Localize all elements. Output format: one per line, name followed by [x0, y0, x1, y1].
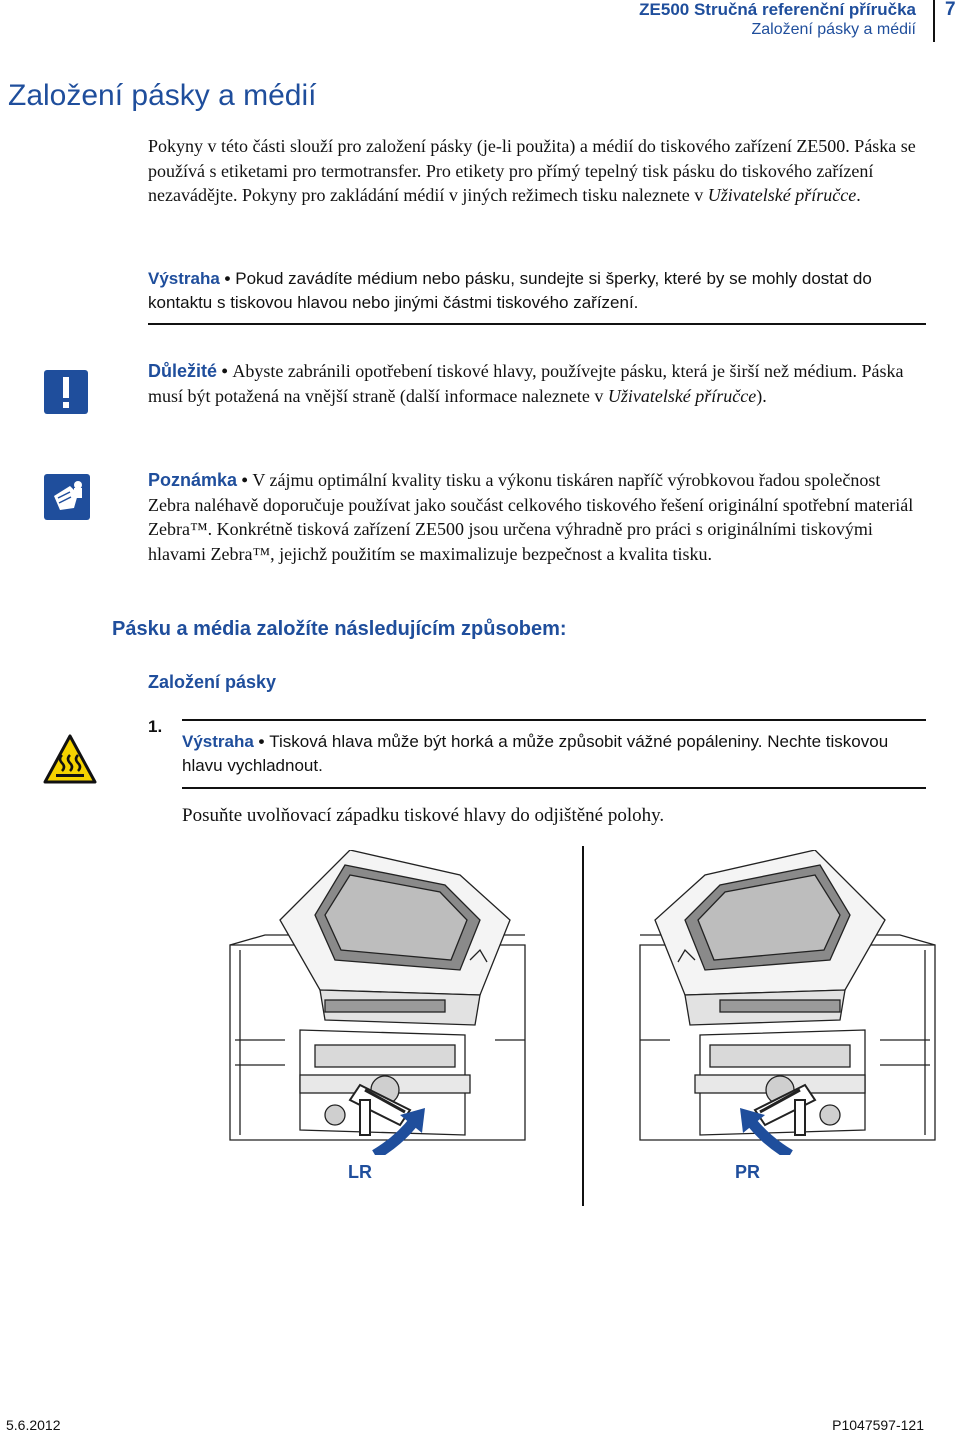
intro-text: Pokyny v této části slouží pro založení pásky (je-li použita) a médií do tiskového zařízení ZE500. Páska se používá s etiketami pro termotransfer. Pro etikety pro přímý tepelný tisk pásku do tiskového zařízení nezavádějte. Pokyny pro zakládání médií v jiných režimech tisku naleznete v [148, 136, 916, 205]
note-hand-icon [44, 474, 90, 520]
footer-document-code: P1047597-121 [832, 1417, 924, 1433]
warning-bullet: • [219, 269, 236, 288]
exclamation-icon [44, 370, 88, 414]
page-number: 7 [945, 0, 956, 20]
step-warning-bullet: • [253, 732, 270, 751]
note-bullet: • [237, 470, 253, 490]
important-paragraph [148, 359, 926, 408]
note-paragraph [148, 468, 926, 566]
warning-rule [148, 323, 926, 325]
important-lead: Důležité [148, 361, 218, 381]
step-warning [182, 730, 926, 778]
printer-illustration-pr [615, 850, 940, 1155]
figure-divider [582, 846, 584, 1206]
printer-illustration-lr [225, 850, 550, 1155]
step-warning-text: Tisková hlava může být horká a může způsobit vážné popáleniny. Nechte tiskovou hlavu vychladnout. [182, 732, 889, 775]
page-title: Založení pásky a médií [8, 79, 317, 112]
step-number: 1. [148, 717, 163, 736]
important-bullet: • [217, 361, 233, 381]
note-lead: Poznámka [148, 470, 238, 490]
step-warning-lead: Výstraha [182, 732, 254, 751]
subsection-heading: Založení pásky [148, 672, 277, 692]
footer-date: 5.6.2012 [6, 1417, 61, 1433]
step-instruction: Posuňte uvolňovací západku tiskové hlavy do odjištěné polohy. [182, 805, 665, 826]
header-subtitle: Založení pásky a médií [751, 21, 916, 38]
important-end: ). [756, 385, 767, 406]
note-text: V zájmu optimální kvality tisku a výkonu tiskáren napříč výrobkovou řadou společnost Zebra naléhavě doporučuje používat jako součást celkového tiskového řešení originální spotřební materiál Zebra™. Konkrétně tisková zařízení ZE500 jsou určena výhradně pro práci s originálními tiskovými hlavami Zebra™, jejichž použitím se maximalizuje bezpečnost a kvalita tisku. [148, 470, 914, 564]
intro-end: . [856, 185, 861, 205]
header-divider [933, 0, 935, 42]
warning-lead: Výstraha [148, 269, 220, 288]
step-warning-rule-top [182, 719, 926, 721]
warning-text: Pokud zavádíte médium nebo pásku, sundejte si šperky, které by se mohly dostat do kontaktu s tiskovou hlavou nebo jinými částmi tiskového zařízení. [148, 269, 872, 312]
warning-paragraph [148, 267, 923, 315]
step-warning-rule-bottom [182, 787, 926, 789]
figure-label-lr: LR [348, 1162, 372, 1182]
important-reference: Uživatelské příručce [607, 385, 757, 406]
important-text: Abyste zabránili opotřebení tiskové hlavy, používejte pásku, která je širší než médium. Páska musí být potažená na vnější straně (další informace naleznete v [148, 361, 904, 406]
hot-surface-icon [42, 733, 98, 785]
header-title: ZE500 Stručná referenční příručka [639, 0, 916, 19]
intro-paragraph [148, 134, 928, 208]
intro-reference: Uživatelské příručce [707, 185, 857, 205]
section-heading: Pásku a média založíte následujícím způsobem: [112, 618, 567, 640]
figure-label-pr: PR [735, 1162, 761, 1182]
